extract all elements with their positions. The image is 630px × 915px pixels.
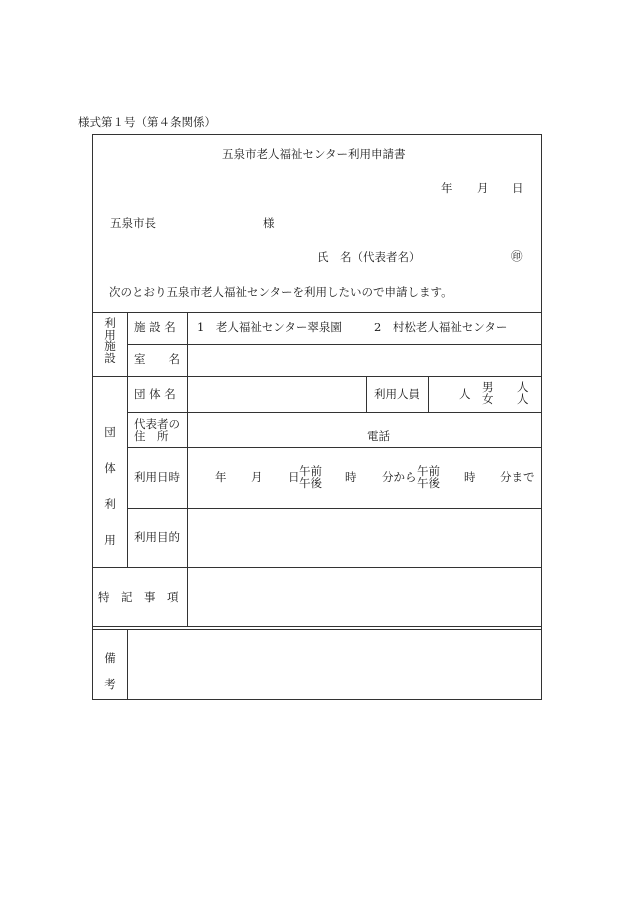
dt-min-from: 分から — [382, 470, 417, 484]
users-counts — [517, 381, 529, 405]
users-label: 利用人員 — [374, 387, 420, 401]
female-count-unit: 人 — [517, 392, 529, 407]
remarks-field[interactable] — [130, 631, 538, 697]
line-group-bottom — [92, 567, 541, 568]
pm-option[interactable]: 午後 — [299, 476, 322, 491]
datetime-label: 利用日時 — [134, 470, 180, 484]
dt-hour-2: 時 — [464, 470, 476, 484]
form-title: 五泉市老人福祉センター利用申請書 — [222, 147, 406, 161]
users-gender — [482, 381, 494, 405]
am-option-2[interactable]: 午前 — [417, 464, 440, 478]
group-usage-char: 団 — [104, 425, 116, 439]
date-month: 月 — [477, 181, 489, 195]
date-day: 日 — [512, 181, 524, 195]
line-col-users-label — [366, 376, 367, 412]
group-usage-label — [93, 414, 127, 558]
dt-day: 日 — [288, 470, 300, 484]
line-purpose — [127, 508, 541, 509]
purpose-field[interactable] — [190, 510, 538, 565]
line-notes-bottom-2 — [92, 629, 541, 630]
purpose-label: 利用目的 — [134, 530, 180, 544]
am-option[interactable]: 午前 — [299, 464, 322, 478]
group-usage-char: 体 — [104, 461, 116, 475]
facility-option-1[interactable]: 1 老人福祉センター翠泉園 — [197, 320, 342, 334]
date-year: 年 — [441, 181, 453, 195]
frame-bottom — [92, 699, 541, 700]
facility-group-char: 用 — [104, 327, 116, 342]
seal-mark: ㊞ — [511, 249, 523, 263]
applicant-label: 氏 名（代表者名） — [317, 250, 421, 264]
rep-address-label — [134, 418, 180, 442]
line-facility-bottom — [92, 376, 541, 377]
line-col-users-value — [428, 376, 429, 412]
facility-group-char: 設 — [104, 350, 116, 365]
org-name-label: 団 体 名 — [134, 387, 176, 401]
dt-hour: 時 — [345, 470, 357, 484]
dt-year: 年 — [215, 470, 227, 484]
line-col-remarks — [127, 629, 128, 699]
remarks-char: 備 — [104, 651, 116, 665]
addressee-honorific: 様 — [263, 216, 275, 230]
room-field[interactable] — [190, 346, 538, 374]
rep-label-line2: 住 所 — [134, 429, 169, 444]
facility-group-label — [93, 318, 127, 364]
group-usage-char: 用 — [104, 533, 116, 547]
line-col-label — [187, 312, 188, 626]
dt-month: 月 — [251, 470, 263, 484]
remarks-char: 考 — [104, 677, 116, 691]
dt-ampm-start[interactable] — [299, 465, 322, 489]
frame-right — [541, 134, 542, 700]
facility-option-2[interactable]: 2 村松老人福祉センター — [374, 320, 508, 334]
pm-option-2[interactable]: 午後 — [417, 476, 440, 491]
line-header-bottom — [92, 312, 541, 313]
line-datetime — [127, 447, 541, 448]
line-room — [127, 344, 541, 345]
frame-top — [92, 134, 541, 135]
remarks-label — [93, 645, 127, 697]
group-usage-char: 利 — [104, 497, 116, 511]
org-name-field[interactable] — [190, 378, 364, 410]
dt-min-until: 分まで — [500, 470, 535, 484]
male-label: 男 — [482, 380, 494, 394]
phone-label: 電話 — [367, 429, 390, 443]
special-notes-field[interactable] — [190, 569, 538, 624]
line-notes-bottom-1 — [92, 626, 541, 627]
dt-ampm-end[interactable] — [417, 465, 440, 489]
form-number: 様式第１号（第４条関係） — [78, 115, 216, 129]
users-people-unit: 人 — [459, 387, 471, 401]
facility-group-char: 施 — [104, 339, 116, 353]
facility-name-label: 施 設 名 — [134, 320, 176, 334]
male-count-unit: 人 — [517, 380, 529, 394]
room-label: 室 名 — [134, 352, 180, 366]
addressee-name: 五泉市長 — [110, 216, 156, 230]
rep-label-line1: 代表者の — [134, 417, 180, 431]
facility-group-char: 利 — [104, 316, 116, 330]
special-notes-label: 特 記 事 項 — [98, 590, 179, 604]
line-col-group — [127, 312, 128, 567]
intro-text: 次のとおり五泉市老人福祉センターを利用したいので申請します。 — [109, 285, 453, 299]
female-label: 女 — [482, 392, 494, 407]
rep-address-field[interactable] — [190, 414, 360, 445]
line-rep — [127, 412, 541, 413]
